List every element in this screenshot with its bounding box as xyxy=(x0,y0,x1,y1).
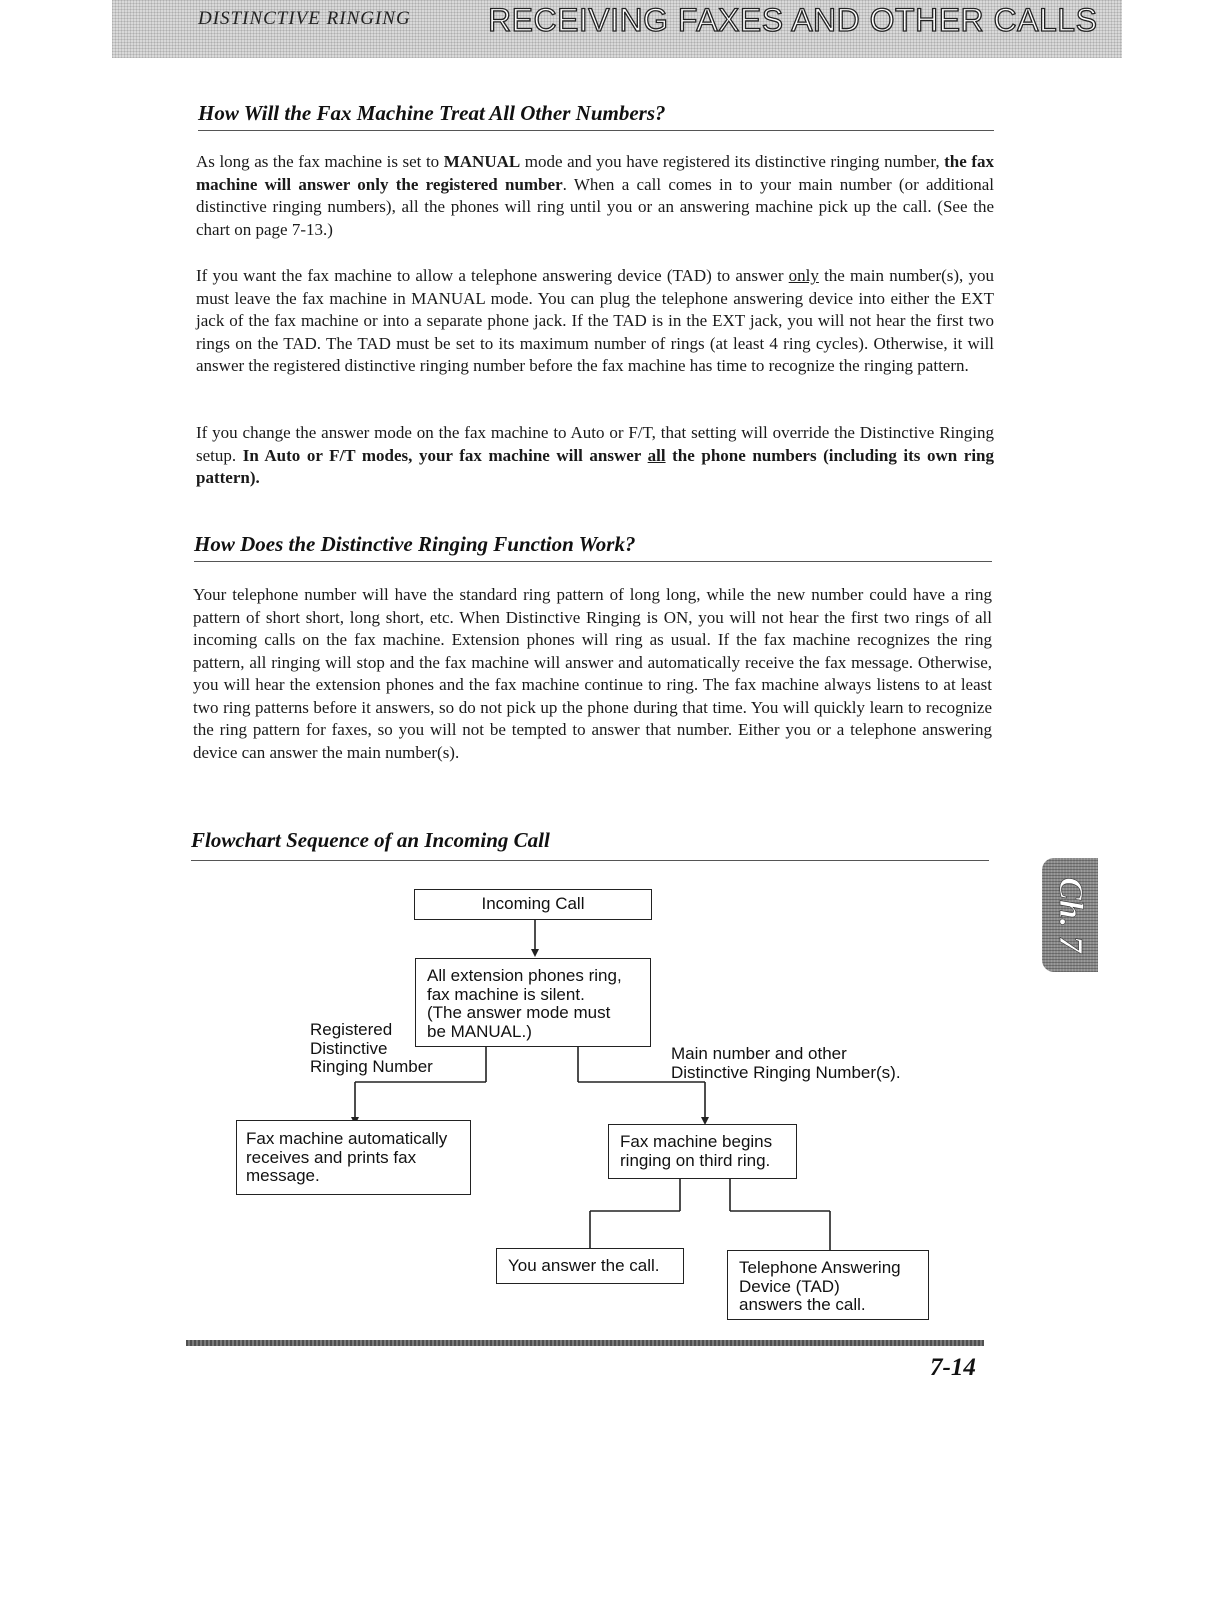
chapter-tab xyxy=(1042,858,1098,972)
footer-rule xyxy=(186,1340,984,1346)
flowchart-all-extensions-ring: All extension phones ring, fax machine is silent. (The answer mode must be MANUAL.) xyxy=(415,958,651,1047)
flowchart-auto-receive: Fax machine automatically receives and prints fax message. xyxy=(236,1120,471,1195)
flowchart-begins-ringing: Fax machine begins ringing on third ring. xyxy=(608,1124,797,1179)
flowchart-you-answer: You answer the call. xyxy=(496,1248,684,1284)
flowchart-main-number-label: Main number and other Distinctive Ringing Number(s). xyxy=(671,1044,901,1082)
header-chapter-title: RECEIVING FAXES AND OTHER CALLS xyxy=(488,2,1098,38)
heading-flowchart: Flowchart Sequence of an Incoming Call xyxy=(191,828,550,852)
header-section-title: DISTINCTIVE RINGING xyxy=(198,8,411,29)
flowchart-registered-number-label: Registered Distinctive Ringing Number xyxy=(310,1020,433,1076)
chapter-tab-label: Ch. 7 xyxy=(1052,877,1089,953)
flowchart-incoming-call: Incoming Call xyxy=(414,889,652,920)
heading-how-it-works: How Does the Distinctive Ringing Function Work? xyxy=(194,532,636,556)
paragraph-how-it-works: Your telephone number will have the standard ring pattern of long long, while the new number could have a ring pattern of short short, long short, etc. When Distinctive Ringing is ON, you will not hear the first two rings of all incoming calls on the fax machine. Extension phones will ring as usual. If the fax machine recognizes the ring pattern, all ringing will stop and the fax machine will answer and automatically receive the fax message. Otherwise, you will hear the extension phones and the fax machine continue to ring. The fax machine always listens to at least two ring patterns before it answers, so do not pick up the phone during that time. You will quickly learn to recognize the ring pattern for faxes, so you will not be tempted to answer that number. Either you or a telephone answering device can answer the main number(s). xyxy=(193,585,992,762)
page-number: 7-14 xyxy=(930,1354,976,1381)
paragraph-auto-ft: If you change the answer mode on the fax machine to Auto or F/T, that setting will override the Distinctive Ringing setup. In Auto or F/T modes, your fax machine will answer all the phone numbers (including its own ring pattern). xyxy=(196,423,994,487)
paragraph-manual-mode: As long as the fax machine is set to MANUAL mode and you have registered its distinctive ringing number, the fax machine will answer only the registered number. When a call comes in to your main number (or additional distinctive ringing numbers), all the phones will ring until you or an answering machine pick up the call. (See the chart on page 7-13.) xyxy=(196,152,994,239)
flowchart-tad-answers: Telephone Answering Device (TAD) answers the call. xyxy=(727,1250,929,1320)
heading-other-numbers: How Will the Fax Machine Treat All Other Numbers? xyxy=(198,101,666,125)
paragraph-tad: If you want the fax machine to allow a telephone answering device (TAD) to answer only the main number(s), you must leave the fax machine in MANUAL mode. You can plug the telephone answering device into either the EXT jack of the fax machine or into a separate phone jack. If the TAD is in the EXT jack, you will not hear the first two rings on the TAD. The TAD must be set to its maximum number of rings (at least 4 ring cycles). Otherwise, it will answer the registered distinctive ringing number before the fax machine has time to recognize the ringing pattern. xyxy=(196,266,994,375)
